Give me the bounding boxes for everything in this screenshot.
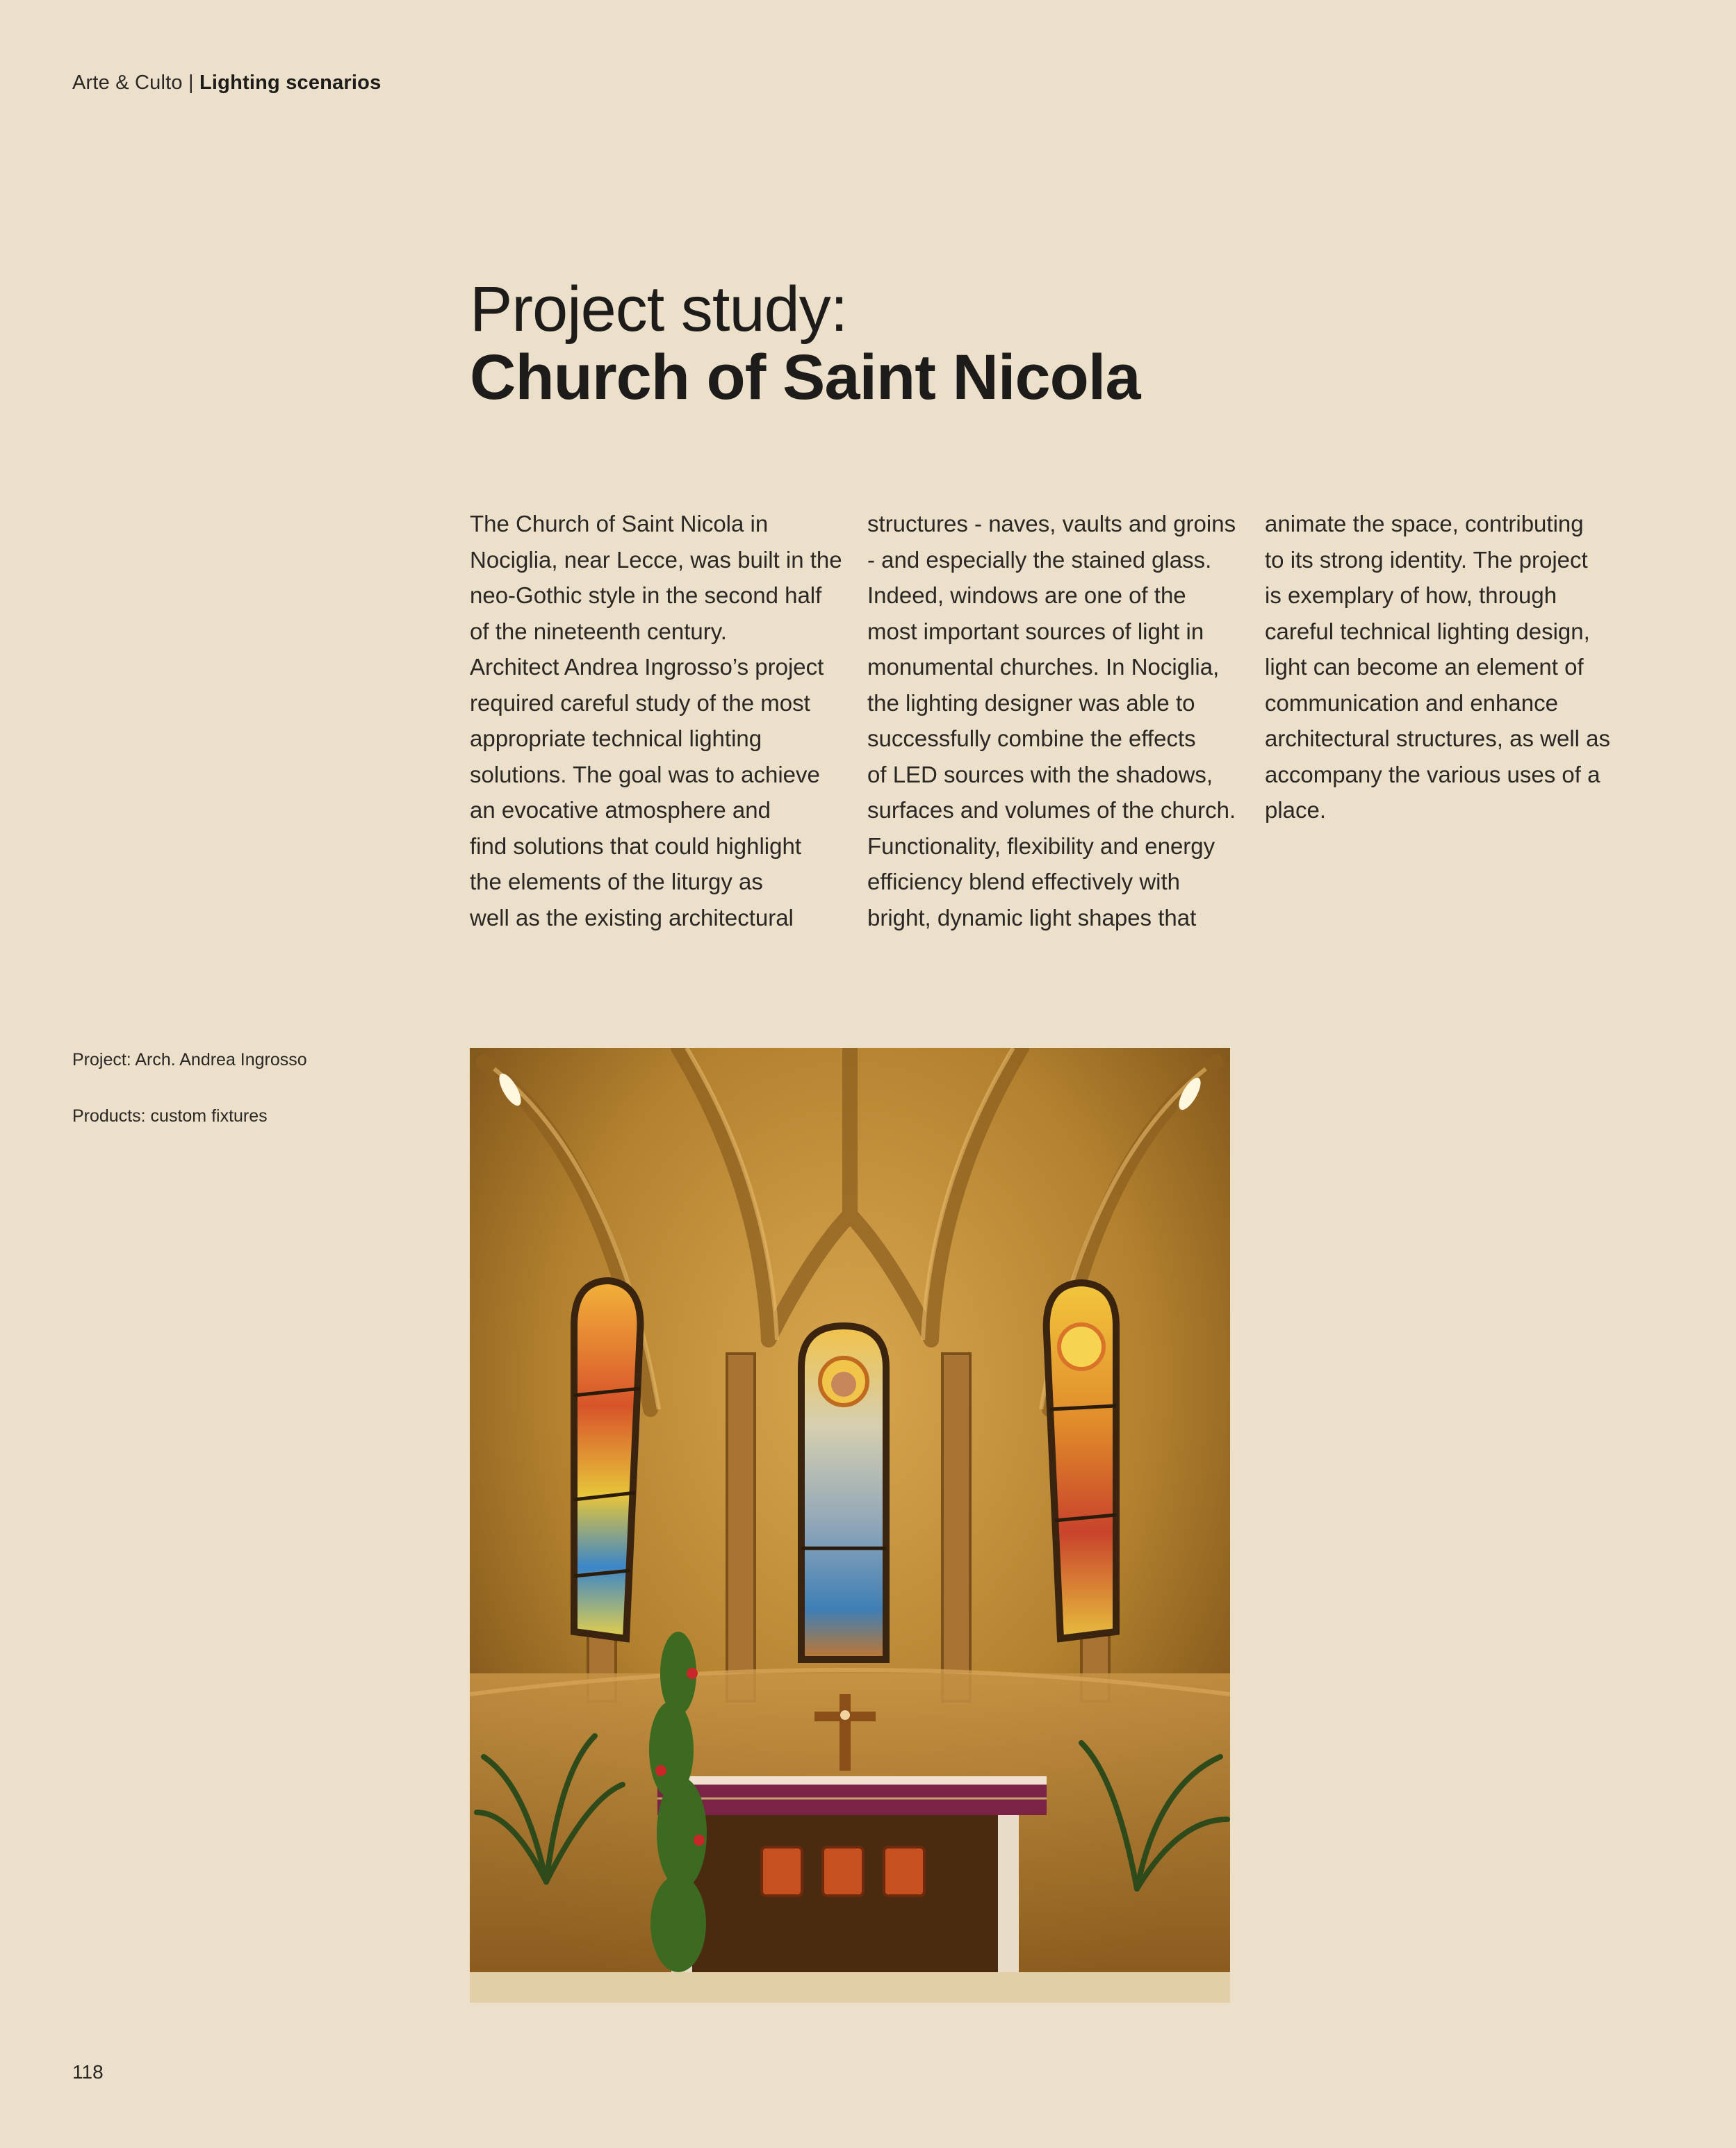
body-column-2	[867, 506, 1243, 935]
text-line: light can become an element of	[1265, 654, 1584, 680]
body-column-3	[1265, 506, 1654, 828]
text-line: neo-Gothic style in the second half	[470, 582, 822, 608]
text-line: Nociglia, near Lecce, was built in the	[470, 546, 842, 573]
text-line: an evocative atmosphere and	[470, 797, 771, 823]
text-line: the lighting designer was able to	[867, 689, 1195, 716]
text-line: required careful study of the most	[470, 689, 810, 716]
floor	[470, 1972, 1230, 2003]
text-line: find solutions that could highlight	[470, 833, 801, 859]
text-line: careful technical lighting design,	[1265, 618, 1590, 644]
stained-glass-right	[1047, 1283, 1116, 1639]
page-number: 118	[72, 2061, 104, 2083]
text-line: bright, dynamic light shapes that	[867, 904, 1197, 930]
stained-glass-center	[801, 1326, 886, 1659]
title-main: Church of Saint Nicola	[470, 342, 1140, 413]
text-line: communication and enhance	[1265, 689, 1558, 716]
text-line: to its strong identity. The project	[1265, 546, 1588, 573]
text-line: - and especially the stained glass.	[867, 546, 1212, 573]
text-line: most important sources of light in	[867, 618, 1204, 644]
text-line: animate the space, contributing	[1265, 511, 1584, 536]
text-line: The Church of Saint Nicola in	[470, 511, 769, 536]
products-credit: Products: custom fixtures	[72, 1106, 268, 1126]
stained-glass-left	[574, 1281, 640, 1639]
church-interior-photo	[470, 1048, 1230, 2003]
text-line: efficiency blend effectively with	[867, 869, 1181, 894]
text-line: appropriate technical lighting	[470, 725, 762, 751]
text-line: architectural structures, as well as	[1265, 725, 1611, 751]
text-line: accompany the various uses of a	[1265, 761, 1600, 787]
chairs	[762, 1847, 924, 1896]
breadcrumb	[72, 72, 381, 95]
page-title	[470, 275, 1140, 411]
text-line: monumental churches. In Nociglia,	[867, 654, 1220, 680]
text-line: is exemplary of how, through	[1265, 582, 1557, 608]
text-line: Functionality, flexibility and energy	[867, 833, 1215, 859]
title-prefix: Project study:	[470, 274, 848, 345]
text-line: well as the existing architectural	[470, 904, 794, 930]
text-line: the elements of the liturgy as	[470, 869, 763, 894]
breadcrumb-subsection: Lighting scenarios	[199, 72, 382, 94]
text-line: solutions. The goal was to achieve	[470, 761, 820, 787]
text-line: Indeed, windows are one of the	[867, 582, 1186, 608]
text-line: surfaces and volumes of the church.	[867, 797, 1236, 823]
text-line: place.	[1265, 797, 1327, 823]
text-line: successfully combine the effects	[867, 725, 1196, 751]
text-line: of LED sources with the shadows,	[867, 761, 1213, 787]
project-credit: Project: Arch. Andrea Ingrosso	[72, 1050, 307, 1069]
text-line: Architect Andrea Ingrosso’s project	[470, 654, 824, 680]
breadcrumb-section: Arte & Culto |	[72, 72, 194, 94]
text-line: structures - naves, vaults and groins	[867, 511, 1236, 536]
body-column-1	[470, 506, 845, 935]
text-line: of the nineteenth century.	[470, 618, 727, 644]
